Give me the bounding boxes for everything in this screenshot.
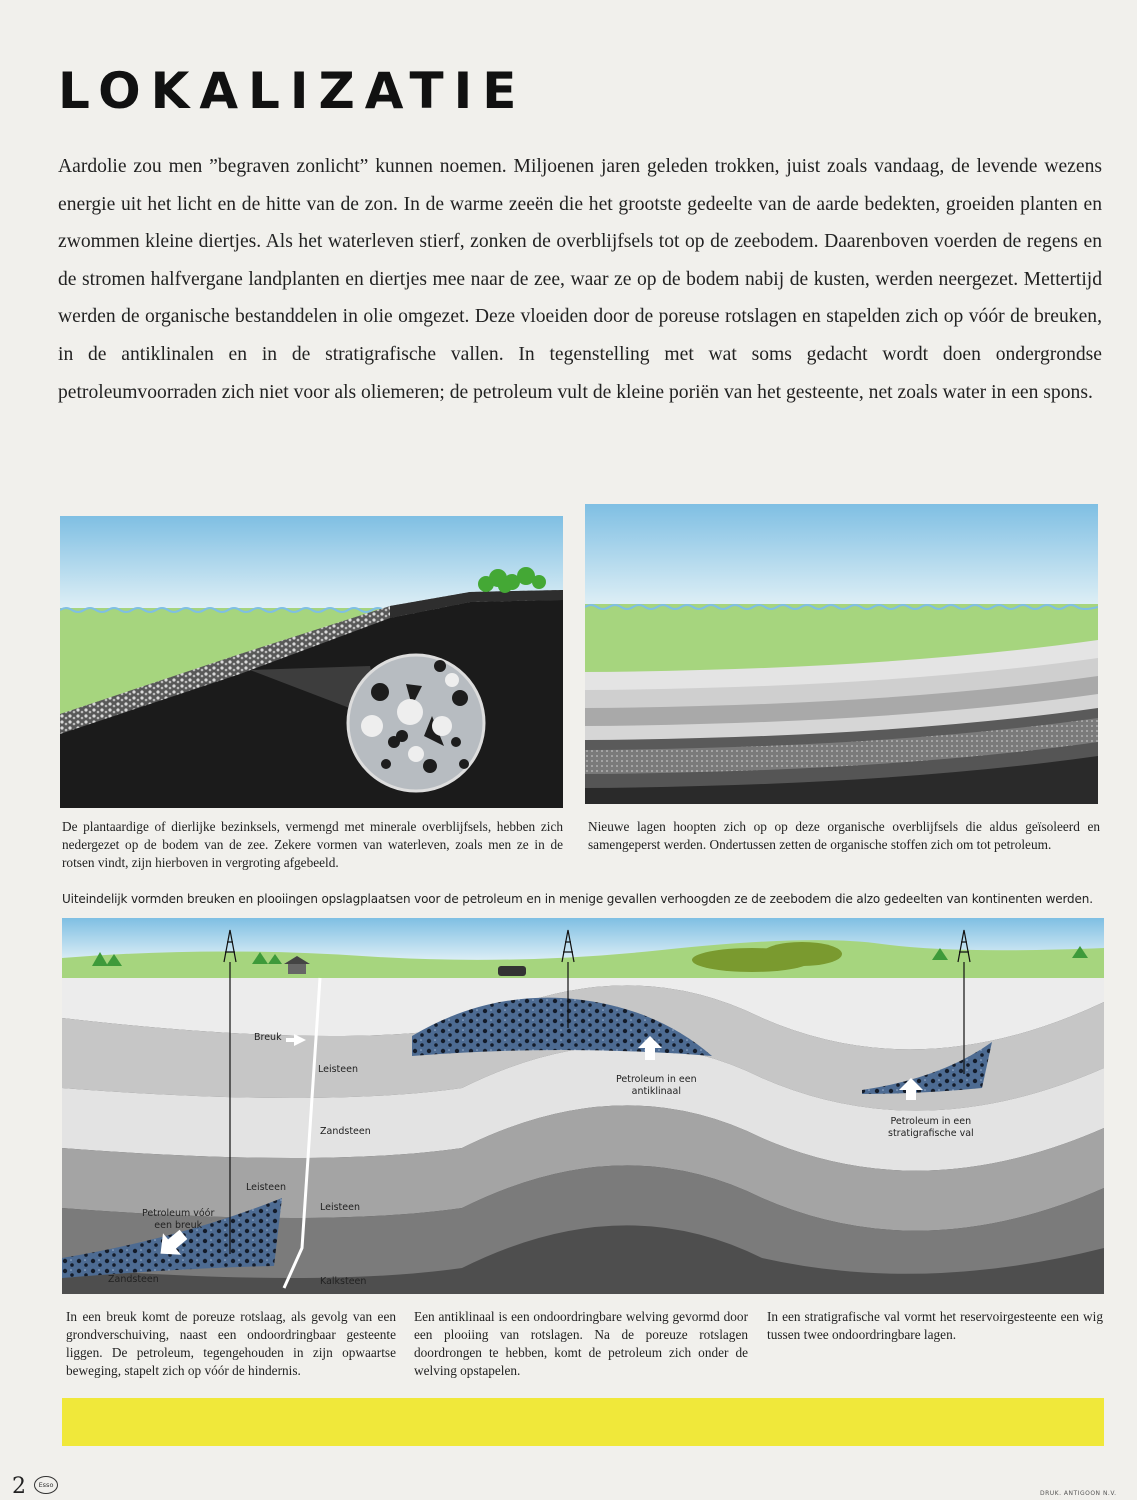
label-kalksteen: Kalksteen — [320, 1276, 367, 1287]
yellow-bar — [62, 1398, 1104, 1446]
label-leisteen-3: Leisteen — [320, 1202, 360, 1213]
layer-accumulation-illustration — [585, 504, 1098, 804]
label-petroleum-breuk: Petroleum vóór een breuk — [142, 1208, 215, 1231]
label-zandsteen-2: Zandsteen — [108, 1274, 159, 1285]
page-number: 2 — [12, 1474, 26, 1499]
label-leisteen-1: Leisteen — [318, 1064, 358, 1075]
label-petroleum-val: Petroleum in een stratigrafische val — [888, 1116, 974, 1139]
geology-cross-section — [62, 918, 1104, 1294]
label-petroleum-antiklinaal: Petroleum in een antiklinaal — [616, 1074, 697, 1097]
caption-right-top: Nieuwe lagen hoopten zich op op deze organische overblijfsels die aldus geïsoleerd en samengeperst werden. Ondertussen zetten de organische stoffen zich om tot petroleum. — [588, 819, 1100, 852]
printer-credit: DRUK. ANTIGOON N.V. — [1040, 1490, 1117, 1497]
label-leisteen-2: Leisteen — [246, 1182, 286, 1193]
label-breuk: Breuk — [254, 1032, 282, 1043]
caption-bottom-2: Een antiklinaal is een ondoordringbare welving gevormd door een plooiing van rotslagen. Na de poreuze rotslagen doordrongen te hebben, komt de petroleum zich onder de welving opstapelen. — [414, 1309, 748, 1378]
page-title: LOKALIZATIE — [58, 62, 527, 120]
caption-bottom-1: In een breuk komt de poreuze rotslaag, als gevolg van een grondverschuiving, naast een ondoordringbaar gesteente liggen. De petroleum, tegengehouden in zijn opwaartse beweging, stapelt zich op vóór de hindernis. — [66, 1309, 396, 1378]
caption-middle: Uiteindelijk vormden breuken en plooiingen opslagplaatsen voor de petroleum en in menige gevallen verhoogden ze de zeebodem die alzo gedeelten van kontinenten werden. — [62, 892, 1093, 906]
intro-paragraph: Aardolie zou men ”begraven zonlicht” kunnen noemen. Miljoenen jaren geleden trokken, juist zoals vandaag, de levende wezens energie uit het licht en de hitte van de zon. In de warme zeeën die het grootste gedeelte van de aarde bedekten, groeiden planten en zwommen kleine diertjes. Als het waterleven stierf, zonken de overblijfsels tot op de zeebodem. Daarenboven voerden de regens en de stromen halfvergane landplanten en diertjes mee naar de zee, waar ze op de bodem nabij de kusten, werden neergezet. Mettertijd werden de organische bestanddelen in olie omgezet. Deze vloeiden door de poreuse rotslagen en stapelden zich op vóór de breuken, in de antiklinalen en in de stratigrafische vallen. In tegenstelling met wat soms gedacht wordt doen ondergrondse petroleumvoorraden zich niet voor als oliemeren; de petroleum vult de kleine poriën van het gesteente, net zoals water in een spons. — [58, 156, 1102, 403]
esso-logo: Esso — [34, 1476, 58, 1494]
caption-left-top: De plantaardige of dierlijke bezinksels, vermengd met minerale overblijfsels, hebben zich nedergezet op de bodem van de zee. Zekere vormen van waterleven, zoals men ze in de rotsen vindt, zijn hierboven in vergroting afgebeeld. — [62, 819, 563, 870]
sediment-illustration — [60, 516, 563, 808]
label-zandsteen-1: Zandsteen — [320, 1126, 371, 1137]
caption-bottom-3: In een stratigrafische val vormt het reservoirgesteente een wig tussen twee ondoordringbare lagen. — [767, 1309, 1103, 1342]
